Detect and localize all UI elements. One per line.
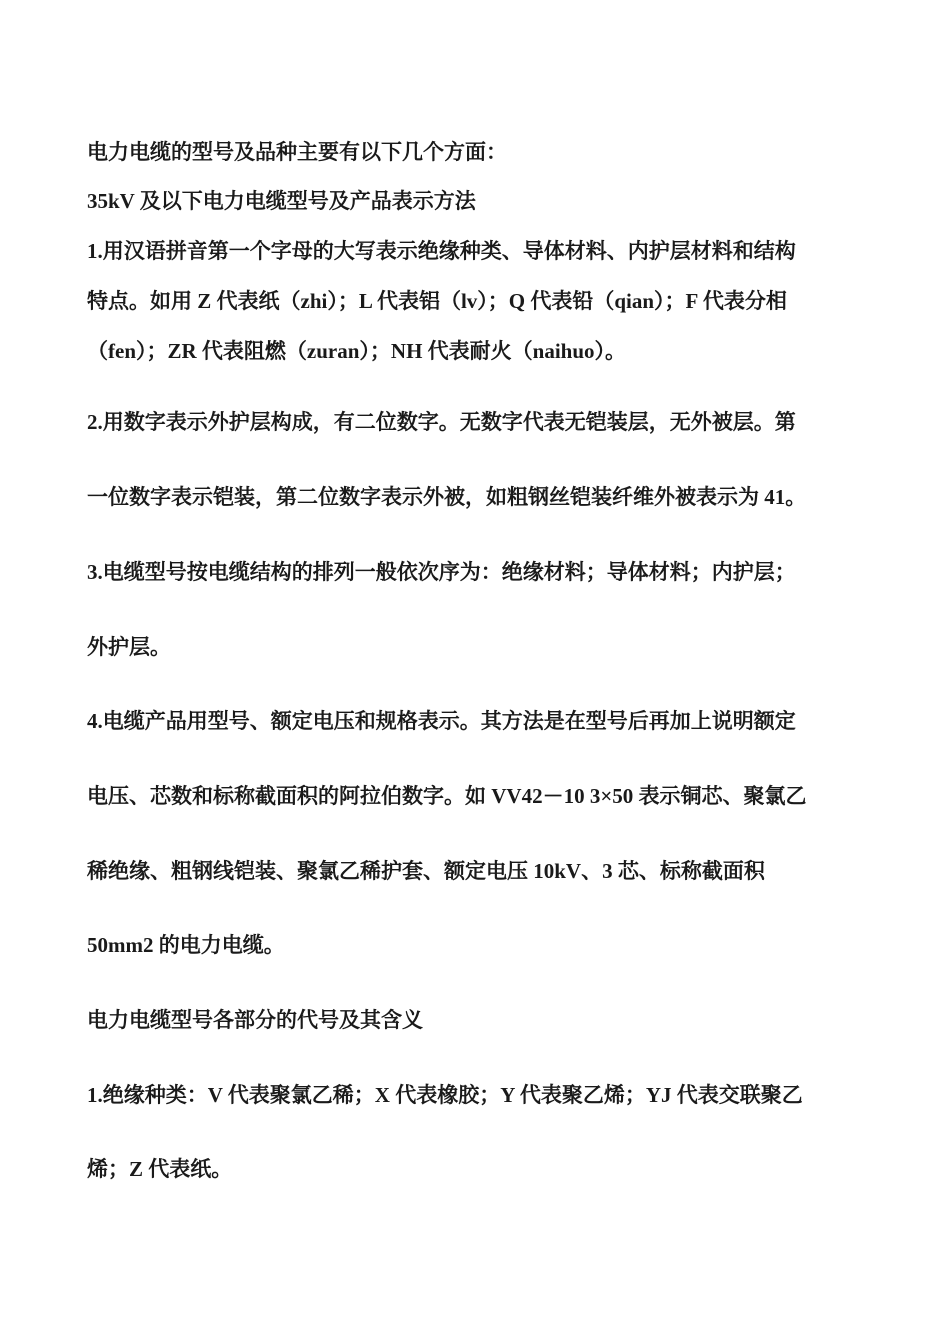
item1-line2: 特点。如用 Z 代表纸（zhi）；L 代表铝（lv）；Q 代表铅（qian）；F 代表分相 [87,289,787,313]
item5-line1: 1.绝缘种类：V 代表聚氯乙稀；X 代表橡胶；Y 代表聚乙烯；YJ 代表交联聚乙 [87,1083,803,1107]
item3-line2: 外护层。 [87,635,171,659]
item4-line2: 电压、芯数和标称截面积的阿拉伯数字。如 VV42－10 3×50 表示铜芯、聚氯乙 [87,784,807,808]
section-title-code-meaning: 电力电缆型号各部分的代号及其含义 [87,1008,423,1032]
item5-line2: 烯；Z 代表纸。 [87,1157,233,1181]
item3-line1: 3.电缆型号按电缆结构的排列一般依次序为：绝缘材料；导体材料；内护层； [87,560,796,584]
section-title-cable-model: 35kV 及以下电力电缆型号及产品表示方法 [87,189,476,213]
item4-line4: 50mm2 的电力电缆。 [87,933,285,957]
item1-line3: （fen）；ZR 代表阻燃（zuran）；NH 代表耐火（naihuo）。 [87,339,627,363]
item4-line1: 4.电缆产品用型号、额定电压和规格表示。其方法是在型号后再加上说明额定 [87,709,796,733]
item4-line3: 稀绝缘、粗钢线铠装、聚氯乙稀护套、额定电压 10kV、3 芯、标称截面积 [87,859,765,883]
item2-line2: 一位数字表示铠装，第二位数字表示外被，如粗钢丝铠装纤维外被表示为 41。 [87,485,807,509]
intro-text: 电力电缆的型号及品种主要有以下几个方面： [87,140,507,164]
item2-line1: 2.用数字表示外护层构成，有二位数字。无数字代表无铠装层，无外被层。第 [87,410,796,434]
item1-line1: 1.用汉语拼音第一个字母的大写表示绝缘种类、导体材料、内护层材料和结构 [87,239,796,263]
